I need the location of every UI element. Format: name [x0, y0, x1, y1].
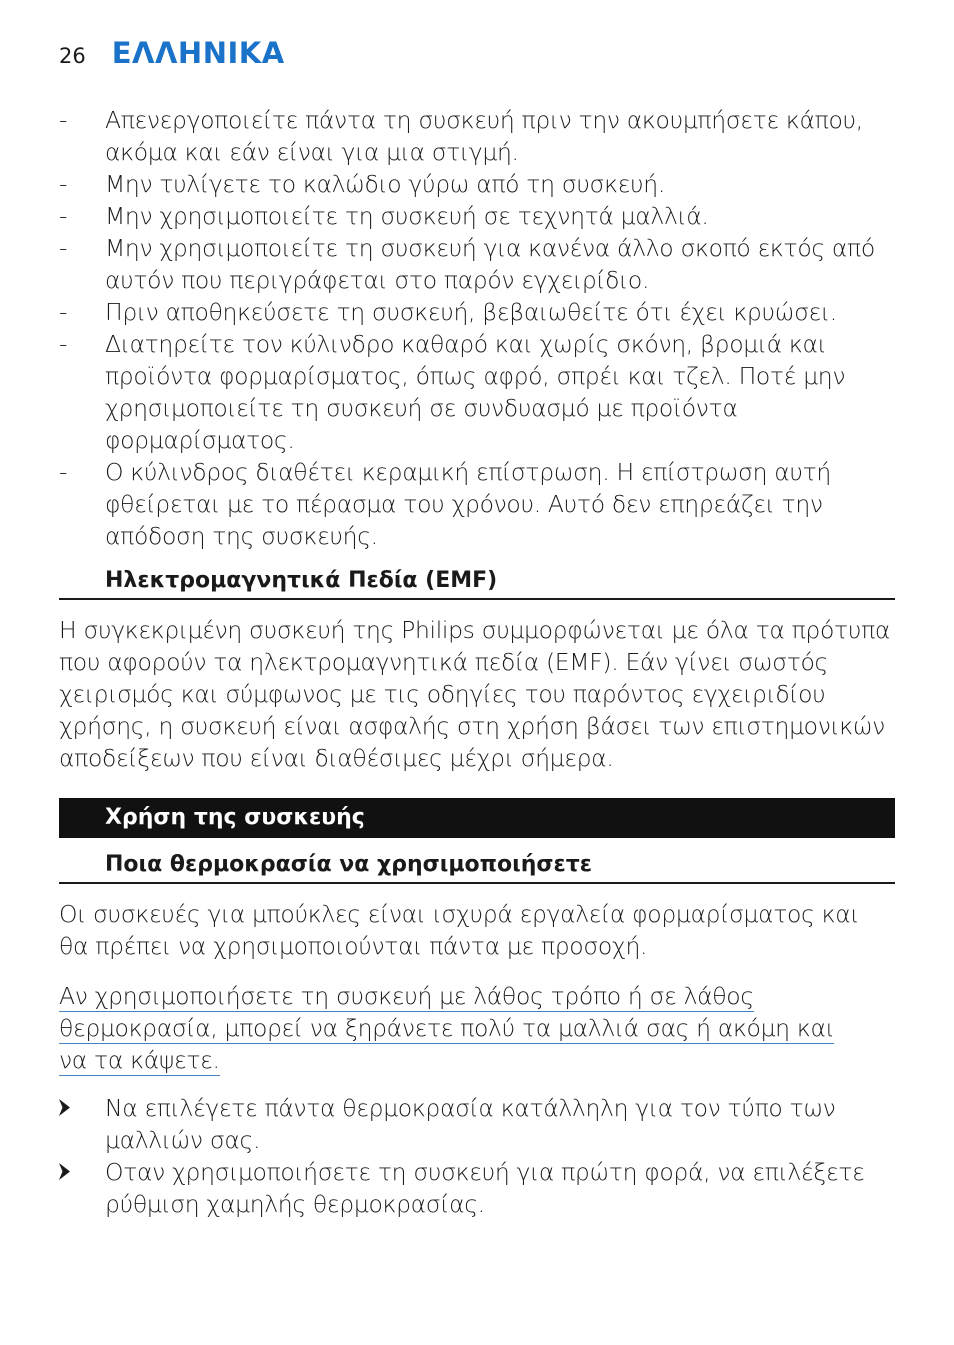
list-item	[59, 456, 895, 552]
dash-marker: -	[59, 298, 68, 326]
dash-marker: -	[59, 458, 68, 486]
list-item	[59, 328, 895, 456]
warning-line: θερμοκρασία, μπορεί να ξηράνετε πολύ τα μαλλιά σας ή ακόμη και	[59, 1014, 835, 1042]
list-item	[59, 1156, 895, 1220]
dash-marker: -	[59, 330, 68, 358]
list-item-text: Ο κύλινδρος διαθέτει κεραμική επίστρωση. Η επίστρωση αυτή φθείρεται με το πέρασμα του χρόνου. Αυτό δεν επηρεάζει την απόδοση της συσκευής.	[105, 458, 831, 550]
list-item	[59, 232, 895, 296]
warning-line: Αν χρησιμοποιήσετε τη συσκευή με λάθος τρόπο ή σε λάθος	[59, 982, 754, 1010]
page-number: 26	[59, 44, 86, 68]
dash-marker: -	[59, 106, 68, 134]
list-item-text: Να επιλέγετε πάντα θερμοκρασία κατάλληλη για τον τύπο των μαλλιών σας.	[105, 1094, 836, 1154]
list-item-text: Μην χρησιμοποιείτε τη συσκευή για κανένα άλλο σκοπό εκτός από αυτόν που περιγράφεται στο παρόν εγχειρίδιο.	[105, 234, 875, 294]
list-item	[59, 296, 895, 328]
safety-list	[59, 104, 895, 552]
list-item	[59, 168, 895, 200]
dash-marker: -	[59, 202, 68, 230]
section-heading-usage: Χρήση της συσκευής	[59, 798, 895, 838]
emf-paragraph: Η συγκεκριμένη συσκευή της Philips συμμορφώνεται με όλα τα πρότυπα που αφορούν τα ηλεκτρομαγνητικά πεδία (EMF). Εάν γίνει σωστός χειρισμός και σύμφωνος με τις οδηγίες του παρόντος εγχειριδίου χρήσης, η συσκευή είναι ασφαλής στη χρήση βάσει των επιστημονικών αποδείξεων που είναι διαθέσιμες μέχρι σήμερα.	[59, 616, 891, 772]
list-item-text: Διατηρείτε τον κύλινδρο καθαρό και χωρίς σκόνη, βρομιά και προϊόντα φορμαρίσματος, όπως αφρό, σπρέι και τζελ. Ποτέ μην χρησιμοποιείτε τη συσκευή σε συνδυασμό με προϊόντα φορμαρίσματος.	[105, 330, 846, 454]
list-item-text: Απενεργοποιείτε πάντα τη συσκευή πριν την ακουμπήσετε κάπου, ακόμα και εάν είναι για μια στιγμή.	[105, 106, 863, 166]
list-item	[59, 200, 895, 232]
page-header	[59, 36, 285, 70]
warning-line: να τα κάψετε.	[59, 1046, 220, 1074]
dash-marker: -	[59, 170, 68, 198]
temperature-paragraph: Οι συσκευές για μπούκλες είναι ισχυρά εργαλεία φορμαρίσματος και θα πρέπει να χρησιμοποιούνται πάντα με προσοχή.	[59, 900, 860, 960]
page-content	[59, 104, 895, 1220]
warning-block	[59, 980, 895, 1076]
list-item-text: Οταν χρησιμοποιήσετε τη συσκευή για πρώτη φορά, να επιλέξετε ρύθμιση χαμηλής θερμοκρασίας.	[105, 1158, 865, 1218]
emf-heading: Ηλεκτρομαγνητικά Πεδία (EMF)	[59, 566, 895, 600]
instruction-list	[59, 1092, 895, 1220]
list-item	[59, 104, 895, 168]
list-item	[59, 1092, 895, 1156]
temperature-heading: Ποια θερμοκρασία να χρησιμοποιήσετε	[59, 850, 895, 884]
list-item-text: Μην τυλίγετε το καλώδιο γύρω από τη συσκευή.	[105, 170, 665, 198]
list-item-text: Πριν αποθηκεύσετε τη συσκευή, βεβαιωθείτε ότι έχει κρυώσει.	[105, 298, 837, 326]
language-title: ΕΛΛΗΝΙΚΑ	[111, 36, 285, 70]
bullet-arrow-icon	[59, 1099, 70, 1116]
list-item-text: Μην χρησιμοποιείτε τη συσκευή σε τεχνητά μαλλιά.	[105, 202, 709, 230]
dash-marker: -	[59, 234, 68, 262]
bullet-arrow-icon	[59, 1163, 70, 1180]
